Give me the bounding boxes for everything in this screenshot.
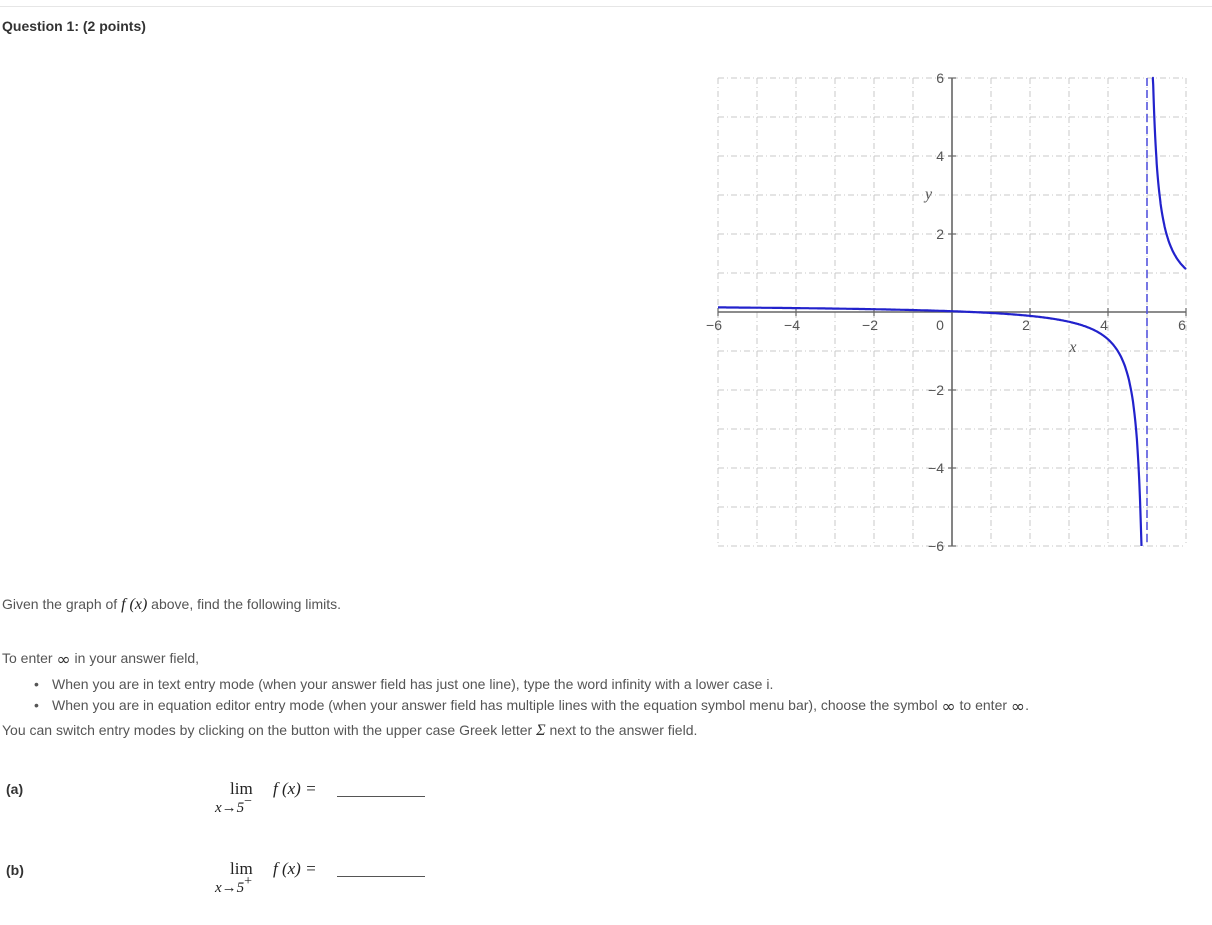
lim-expression — [273, 779, 317, 799]
enter-after: in your answer field, — [70, 650, 200, 666]
question-title: Question 1: (2 points) — [2, 18, 146, 34]
infinity-icon: ∞ — [1010, 697, 1026, 717]
bullet-text-2b: to enter — [955, 697, 1011, 713]
sigma-icon: Σ — [536, 722, 546, 739]
curve-left-branch — [718, 307, 1142, 546]
x-tick-label: −2 — [862, 317, 878, 333]
y-tick-label: 4 — [936, 148, 944, 164]
y-tick-label: −6 — [928, 538, 944, 554]
y-tick-label: 2 — [936, 226, 944, 242]
y-tick-label: −4 — [928, 460, 944, 476]
y-axis-label: y — [925, 186, 933, 203]
infinity-icon: ∞ — [941, 697, 956, 717]
x-tick-label: −6 — [706, 317, 722, 333]
intro-text — [2, 596, 341, 614]
lim-direction: − — [244, 794, 253, 809]
curve-right-branch — [1152, 78, 1186, 269]
lim-subscript — [215, 874, 253, 897]
intro-arg: (x) — [129, 596, 148, 613]
switch-after: next to the answer field. — [545, 722, 698, 738]
infinity-icon: ∞ — [56, 650, 71, 670]
x-tick-label: 2 — [1022, 317, 1030, 333]
x-tick-label: 0 — [936, 317, 944, 333]
list-item — [52, 676, 1029, 697]
enter-infinity-text — [2, 650, 199, 670]
function-graph — [700, 70, 1200, 560]
instruction-list — [52, 676, 1029, 718]
lim-expression — [273, 859, 317, 879]
intro-func: f — [121, 596, 126, 613]
x-tick-label: 4 — [1100, 317, 1108, 333]
lim-approach: x→5 — [215, 880, 245, 896]
intro-after: above, find the following limits. — [147, 596, 342, 612]
switch-mode-text — [2, 722, 697, 740]
part-a-label: (a) — [6, 781, 24, 797]
x-axis-label: x — [1069, 339, 1077, 356]
bullet-text-2a: When you are in equation editor entry mode (when your answer field has multiple lines with the equation symbol menu bar), choose the symbol — [52, 697, 942, 713]
answer-input-a[interactable] — [337, 793, 425, 797]
part-b-limit — [215, 859, 445, 899]
lim-direction: + — [244, 874, 253, 889]
lim-word: lim — [230, 859, 253, 878]
part-a-limit — [215, 779, 445, 819]
lim-expr-text: f (x) = — [273, 859, 317, 878]
lim-approach: x→5 — [215, 800, 245, 816]
x-tick-label: 6 — [1178, 317, 1186, 333]
answer-input-b[interactable] — [337, 873, 425, 877]
bullet-text-1: When you are in text entry mode (when your answer field has just one line), type the word infinity with a lower case i. — [52, 676, 774, 692]
lim-expr-text: f (x) = — [273, 779, 317, 798]
lim-subscript — [215, 794, 253, 817]
list-item — [52, 697, 1029, 718]
intro-before: Given the graph of — [2, 596, 122, 612]
part-b-label: (b) — [6, 862, 24, 878]
lim-word: lim — [230, 779, 253, 798]
top-divider — [0, 6, 1212, 7]
y-tick-label: 6 — [936, 70, 944, 86]
y-tick-label: −2 — [928, 382, 944, 398]
x-tick-label: −4 — [784, 317, 800, 333]
switch-before: You can switch entry modes by clicking on the button with the upper case Greek letter — [2, 722, 537, 738]
enter-before: To enter — [2, 650, 57, 666]
bullet-text-2c: . — [1025, 697, 1029, 713]
